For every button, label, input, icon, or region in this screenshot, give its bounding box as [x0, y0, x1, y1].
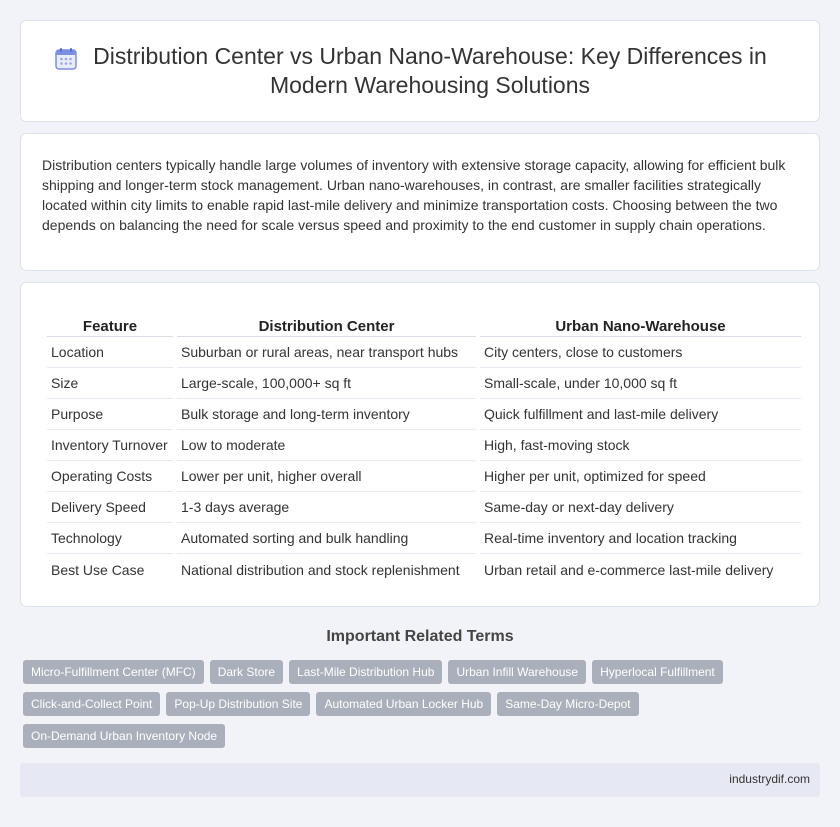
table-header-row: [47, 315, 801, 337]
table-row: [47, 399, 801, 430]
related-terms-title: Important Related Terms: [326, 628, 514, 645]
table-cell: Lower per unit, higher overall: [177, 461, 476, 492]
related-term-tag[interactable]: On-Demand Urban Inventory Node: [23, 724, 225, 748]
table-row: [47, 492, 801, 523]
table-cell: Higher per unit, optimized for speed: [480, 461, 801, 492]
related-term-tag[interactable]: Same-Day Micro-Depot: [497, 692, 638, 716]
table-cell: Size: [47, 368, 173, 399]
table-cell: City centers, close to customers: [480, 337, 801, 368]
table-cell: Large-scale, 100,000+ sq ft: [177, 368, 476, 399]
table-cell: Low to moderate: [177, 430, 476, 461]
related-term-tag[interactable]: Dark Store: [210, 660, 283, 684]
table-cell: Same-day or next-day delivery: [480, 492, 801, 523]
related-term-tag[interactable]: Click-and-Collect Point: [23, 692, 160, 716]
table-cell: Suburban or rural areas, near transport hubs: [177, 337, 476, 368]
table-cell: Bulk storage and long-term inventory: [177, 399, 476, 430]
table-row: [47, 368, 801, 399]
table-row: [47, 554, 801, 585]
related-term-tag[interactable]: Pop-Up Distribution Site: [166, 692, 310, 716]
table-cell: Best Use Case: [51, 561, 145, 578]
footer-site-link[interactable]: industrydif.com: [729, 772, 810, 786]
table-row: [47, 337, 801, 368]
related-term-tag[interactable]: Urban Infill Warehouse: [448, 660, 586, 684]
table-cell: Location: [47, 337, 173, 368]
table-cell: Small-scale, under 10,000 sq ft: [480, 368, 801, 399]
related-terms-list: [23, 660, 823, 748]
intro-paragraph: Distribution centers typically handle large volumes of inventory with extensive storage capacity, allowing for efficient bulk shipping and longer-term stock management. Urban nano-warehouses, in contrast, are smaller facilities strategically located within city limits to enable rapid last-mile delivery and minimize transportation costs. Choosing between the two depends on balancing the need for scale versus speed and proximity to the end customer in supply chain operations.: [42, 157, 786, 233]
comparison-card: [20, 282, 820, 607]
table-cell: National distribution and stock replenishment: [181, 561, 460, 578]
table-cell: Operating Costs: [47, 461, 173, 492]
related-term-tag[interactable]: Micro-Fulfillment Center (MFC): [23, 660, 204, 684]
related-term-tag[interactable]: Last-Mile Distribution Hub: [289, 660, 442, 684]
table-cell: Quick fulfillment and last-mile delivery: [480, 399, 801, 430]
table-cell: Real-time inventory and location tracking: [480, 523, 801, 554]
page-title: Distribution Center vs Urban Nano-Warehouse: Key Differences in Modern Warehousing Solutions: [93, 43, 767, 98]
table-row: [47, 430, 801, 461]
column-header-distribution-center: Distribution Center: [177, 315, 476, 337]
table-cell: Inventory Turnover: [47, 430, 173, 461]
table-row: [47, 461, 801, 492]
table-cell: High, fast-moving stock: [480, 430, 801, 461]
related-term-tag[interactable]: Hyperlocal Fulfillment: [592, 660, 723, 684]
table-row: [47, 523, 801, 554]
table-cell: 1-3 days average: [177, 492, 476, 523]
column-header-urban-nano-warehouse: Urban Nano-Warehouse: [480, 315, 801, 337]
header-card: [20, 20, 820, 122]
footer: [20, 763, 820, 797]
column-header-feature: Feature: [47, 315, 173, 337]
table-cell: Delivery Speed: [47, 492, 173, 523]
table-cell: Urban retail and e-commerce last-mile delivery: [484, 561, 774, 578]
related-term-tag[interactable]: Automated Urban Locker Hub: [316, 692, 491, 716]
comparison-table: [43, 315, 805, 585]
table-cell: Technology: [47, 523, 173, 554]
intro-card: [20, 133, 820, 271]
table-cell: Purpose: [47, 399, 173, 430]
table-cell: Automated sorting and bulk handling: [177, 523, 476, 554]
